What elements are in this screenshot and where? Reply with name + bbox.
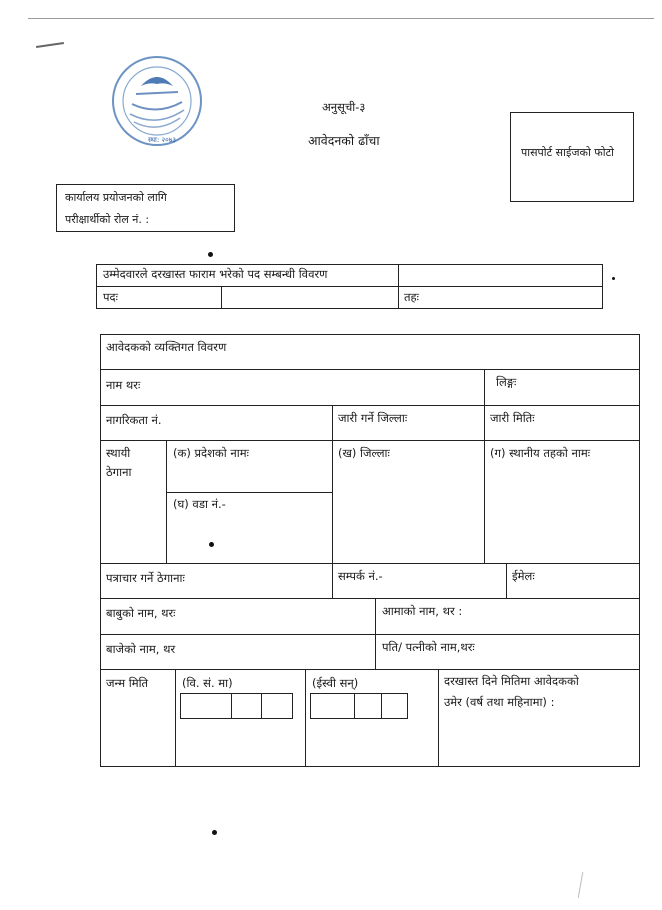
ink-dot <box>209 542 214 547</box>
column-divider <box>166 440 167 563</box>
spouse-name-label: पति/ पत्नीको नाम,थरः <box>382 640 475 654</box>
column-divider <box>506 563 507 598</box>
name-field-label: नाम थरः <box>106 378 141 392</box>
row-divider <box>100 669 640 670</box>
svg-text:स्था: २०७३: स्था: २०७३ <box>148 136 177 144</box>
personal-section-heading: आवेदकको व्यक्तिगत विवरण <box>106 340 227 354</box>
scan-artifact <box>578 872 583 898</box>
form-title: आवेदनको ढाँचा <box>308 133 380 148</box>
column-divider <box>332 405 333 563</box>
column-divider <box>484 405 485 563</box>
issued-district-label: जारी गर्ने जिल्लाः <box>338 411 408 425</box>
top-border-line <box>28 18 654 19</box>
row-divider <box>96 286 603 287</box>
row-divider <box>100 369 640 370</box>
grandfather-name-label: बाजेको नाम, थर <box>106 642 176 656</box>
email-label: ईमेलः <box>512 569 535 583</box>
mailing-address-label: पत्राचार गर्ने ठेगानाः <box>106 571 185 585</box>
roll-number-label: परीक्षार्थीको रोल नं. : <box>65 213 150 226</box>
ward-no-label: (घ) वडा नं.- <box>173 497 226 511</box>
dob-bs-label: (वि. सं. मा) <box>182 676 233 690</box>
ink-dot <box>612 277 615 280</box>
dob-bs-month-box[interactable] <box>231 693 262 719</box>
row-divider <box>100 440 640 441</box>
province-label: (क) प्रदेशको नामः <box>173 446 249 460</box>
district-label: (ख) जिल्लाः <box>338 446 390 460</box>
schedule-label: अनुसूची-३ <box>322 100 366 114</box>
row-divider <box>166 492 332 493</box>
dob-ad-day-box[interactable] <box>381 693 408 719</box>
mother-name-label: आमाको नाम, थर : <box>382 604 463 618</box>
office-use-box <box>56 184 235 232</box>
dob-bs-day-box[interactable] <box>261 693 293 719</box>
age-label-line2: उमेर (वर्ष तथा महिनामा) : <box>444 695 555 709</box>
dob-ad-label: (ईस्वी सन्) <box>312 676 359 690</box>
row-divider <box>100 405 640 406</box>
contact-no-label: सम्पर्क नं.- <box>338 569 383 583</box>
ink-dot <box>212 830 217 835</box>
row-divider <box>100 598 640 599</box>
office-use-label: कार्यालय प्रयोजनको लागि <box>65 191 167 204</box>
dob-label: जन्म मिति <box>106 676 149 690</box>
pen-mark <box>36 42 64 48</box>
column-divider <box>175 669 176 767</box>
passport-photo-label: पासपोर्ट साईजको फोटो <box>521 146 615 159</box>
permanent-address-label: स्थायी <box>106 446 131 460</box>
permanent-address-label-2: ठेगाना <box>106 465 132 479</box>
column-divider <box>305 669 306 767</box>
passport-photo-box[interactable] <box>510 112 634 202</box>
column-divider <box>438 669 439 767</box>
dob-ad-year-box[interactable] <box>310 693 355 719</box>
gender-field-label: लिङ्गः <box>496 375 517 389</box>
post-section-heading: उम्मेदवारले दरखास्त फाराम भरेको पद सम्बन्धी विवरण <box>103 267 328 281</box>
office-seal-stamp <box>108 52 206 150</box>
dob-ad-month-box[interactable] <box>354 693 382 719</box>
column-divider <box>484 369 485 405</box>
issued-date-label: जारी मितिः <box>490 411 535 425</box>
father-name-label: बाबुको नाम, थरः <box>106 606 176 620</box>
post-label: पदः <box>103 290 118 304</box>
citizenship-no-label: नागरिकता नं. <box>106 413 162 427</box>
column-divider <box>398 264 399 309</box>
local-level-label: (ग) स्थानीय तहको नामः <box>490 446 591 460</box>
column-divider <box>221 286 222 309</box>
ink-dot <box>208 252 213 257</box>
column-divider <box>332 563 333 598</box>
age-label-line1: दरखास्त दिने मितिमा आवेदकको <box>444 674 579 688</box>
column-divider <box>375 598 376 669</box>
level-label: तहः <box>404 290 419 304</box>
row-divider <box>100 634 640 635</box>
row-divider <box>100 563 640 564</box>
dob-bs-year-box[interactable] <box>180 693 232 719</box>
